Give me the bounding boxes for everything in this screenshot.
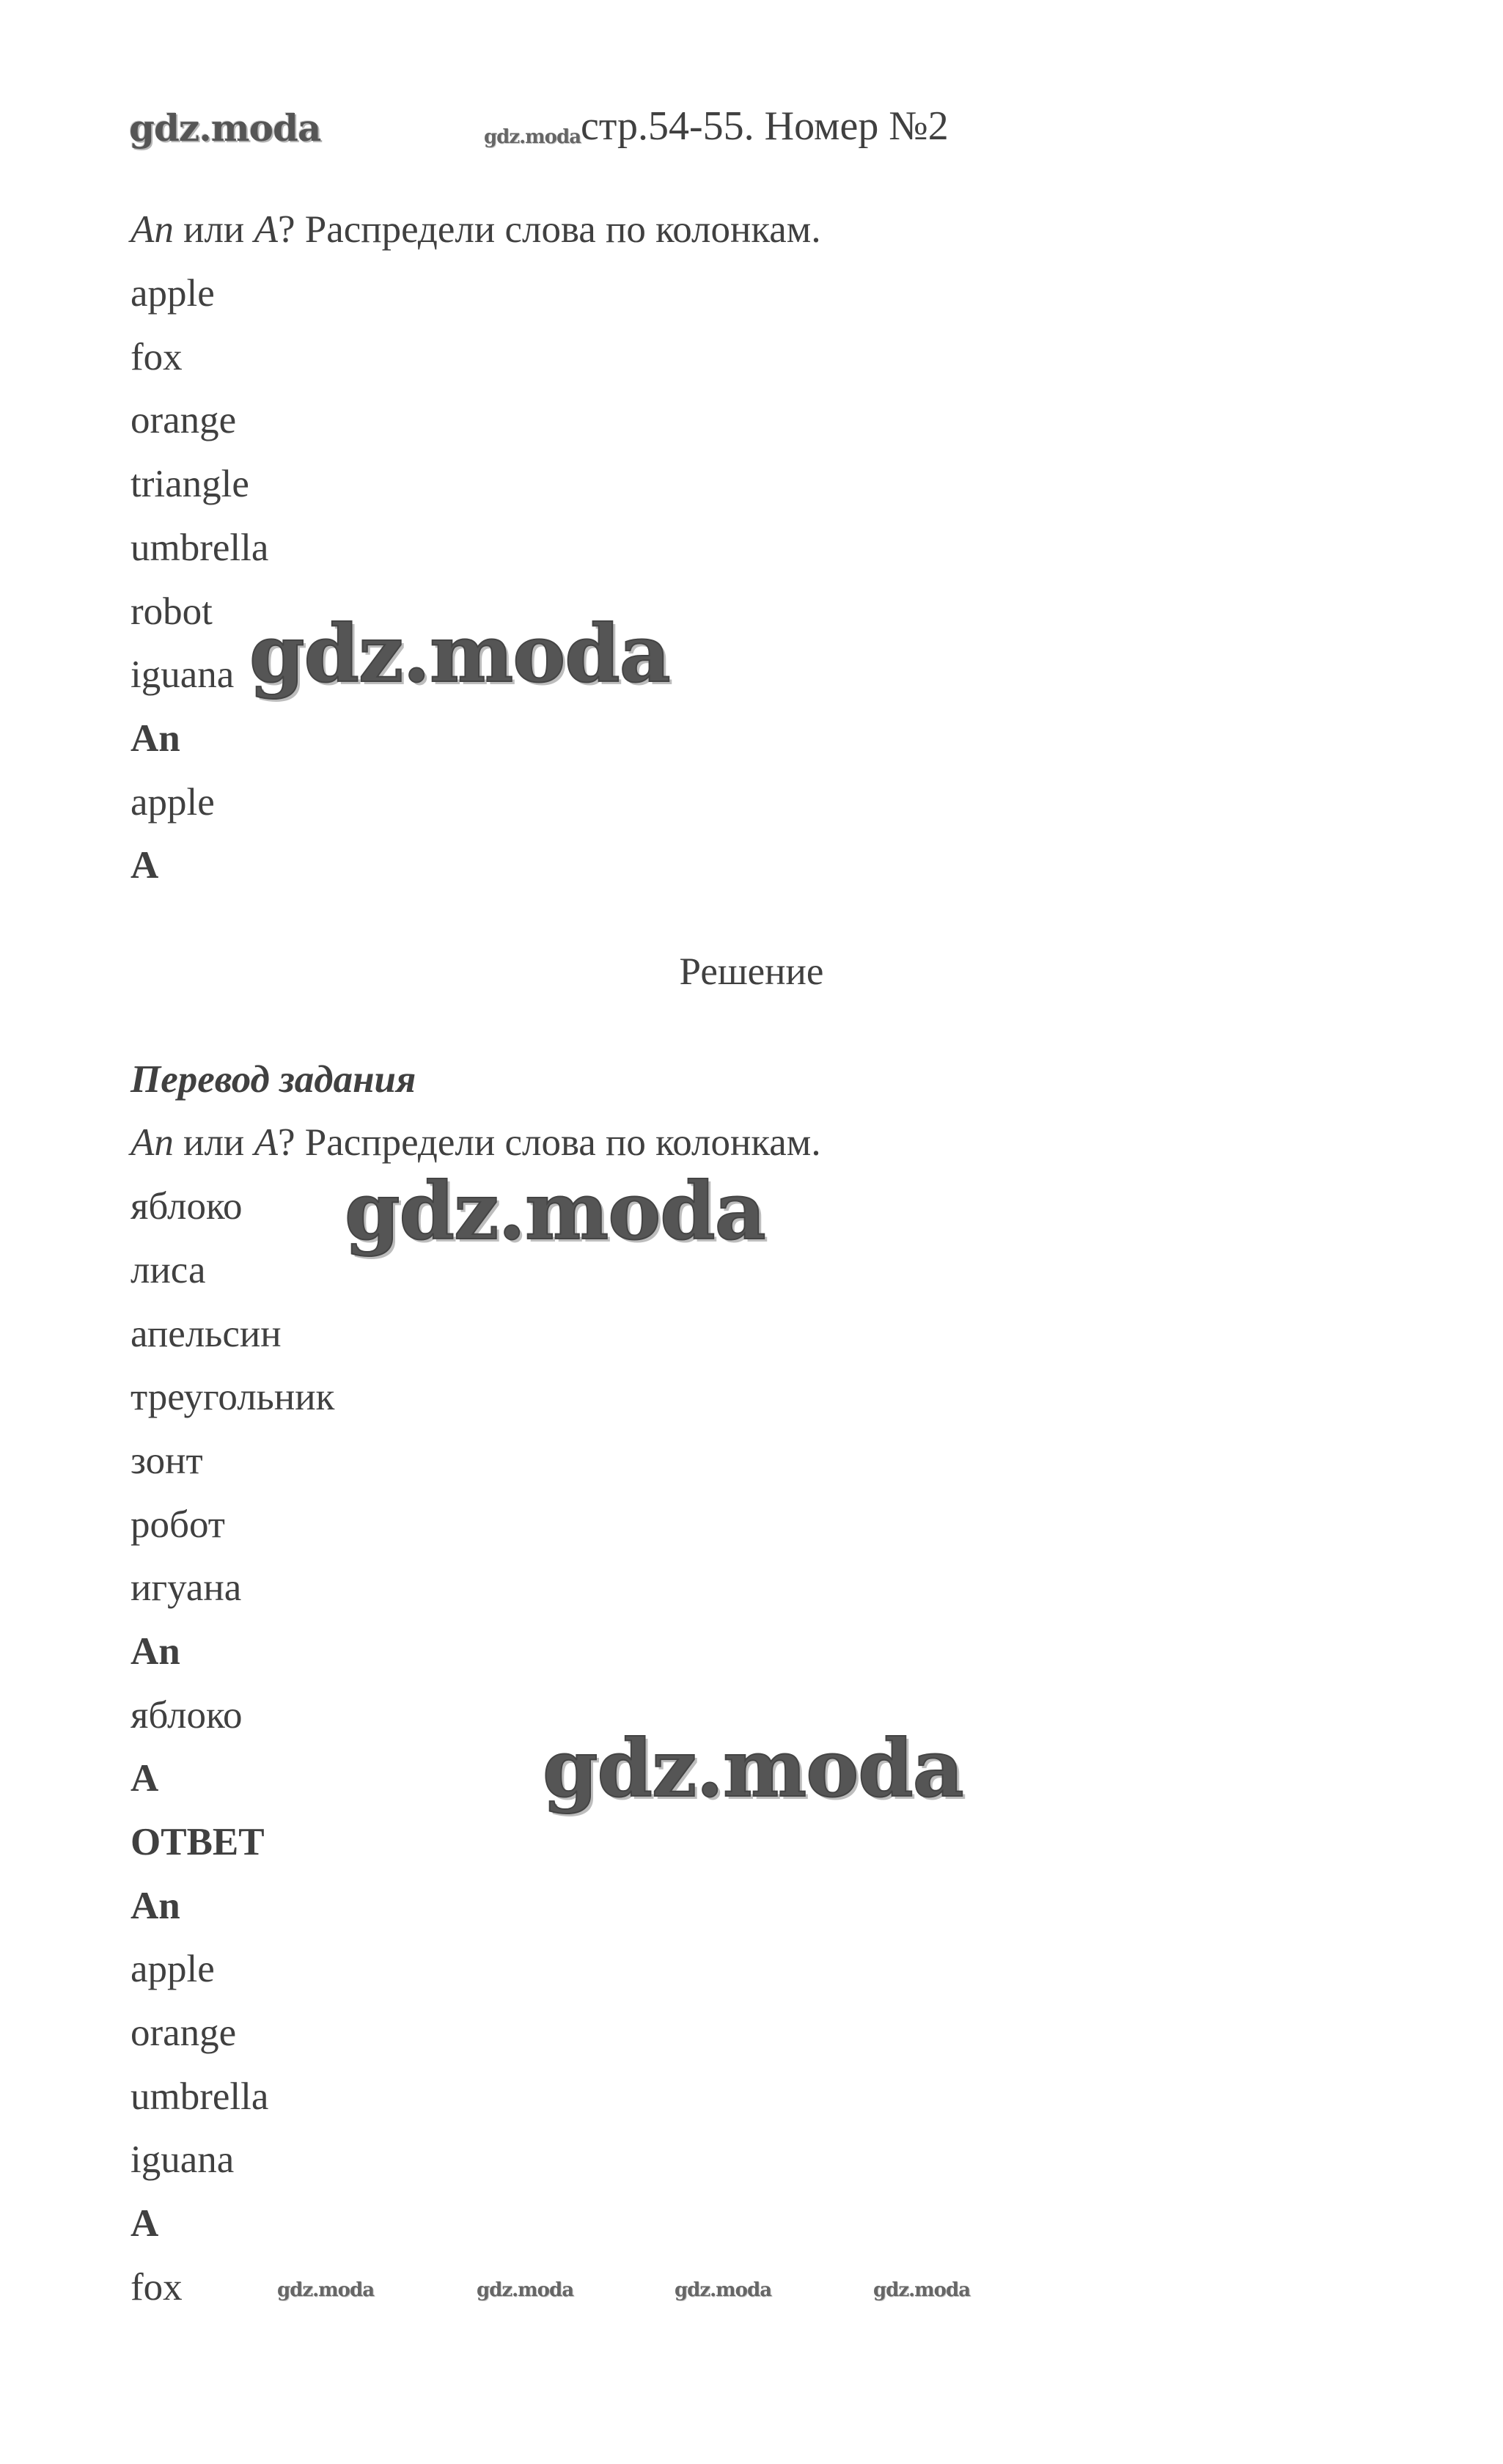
prompt-or: или: [173, 208, 254, 251]
translated-word: апельсин: [131, 1313, 282, 1355]
watermark-logo: gdz.moda: [249, 608, 670, 700]
word-list-item: apple: [131, 272, 215, 315]
footer-watermark: gdz.moda: [675, 2279, 772, 2301]
prompt-a: A: [254, 208, 278, 251]
translation-an-label: An: [131, 1630, 180, 1673]
footer-watermark: gdz.moda: [873, 2279, 971, 2301]
translated-word: зонт: [131, 1440, 203, 1482]
word-list-item: umbrella: [131, 527, 269, 569]
answer-an-word: apple: [131, 1948, 215, 1990]
answer-an-word: orange: [131, 2012, 237, 2054]
translation-an-example: яблоко: [131, 1694, 243, 1737]
answer-an-word: iguana: [131, 2138, 235, 2181]
watermark-logo: gdz.moda: [543, 1723, 963, 1815]
watermark-logo: gdz.moda: [345, 1165, 765, 1258]
task-prompt: [131, 208, 821, 252]
prompt-or: или: [173, 1121, 254, 1164]
answer-a-label: A: [131, 2202, 159, 2245]
prompt-a: A: [254, 1121, 278, 1164]
solution-heading: Решение: [679, 950, 824, 993]
answer-an-word: umbrella: [131, 2075, 269, 2118]
footer-watermark: gdz.moda: [277, 2279, 375, 2301]
site-logo: gdz.moda: [129, 106, 321, 150]
word-list-item: orange: [131, 399, 237, 441]
translation-heading: Перевод задания: [131, 1058, 416, 1101]
translated-word: робот: [131, 1503, 225, 1546]
prompt-rest: ? Распредели слова по колонкам.: [277, 208, 821, 251]
prompt-an: An: [131, 1121, 174, 1164]
footer-watermark: gdz.moda: [477, 2279, 574, 2301]
answer-heading: ОТВЕТ: [131, 1821, 265, 1863]
page-title: стр.54-55. Номер №2: [581, 103, 949, 149]
answer-an-label: An: [131, 1885, 180, 1927]
inline-logo-watermark: gdz.moda: [484, 126, 581, 148]
translated-word: игуана: [131, 1566, 242, 1609]
translated-word: яблоко: [131, 1185, 243, 1228]
prompt-rest: ? Распредели слова по колонкам.: [277, 1121, 821, 1164]
answer-a-word: fox: [131, 2266, 183, 2309]
translated-word: лиса: [131, 1249, 206, 1291]
prompt-an: An: [131, 208, 174, 251]
word-list-item: robot: [131, 590, 213, 633]
translation-a-label: A: [131, 1757, 159, 1800]
column-an-example: apple: [131, 781, 215, 824]
word-list-item: fox: [131, 336, 183, 378]
translated-word: треугольник: [131, 1376, 335, 1418]
column-a-label: A: [131, 844, 159, 887]
word-list-item: triangle: [131, 463, 249, 505]
word-list-item: iguana: [131, 653, 235, 696]
column-an-label: An: [131, 717, 180, 760]
translation-prompt: [131, 1121, 821, 1165]
